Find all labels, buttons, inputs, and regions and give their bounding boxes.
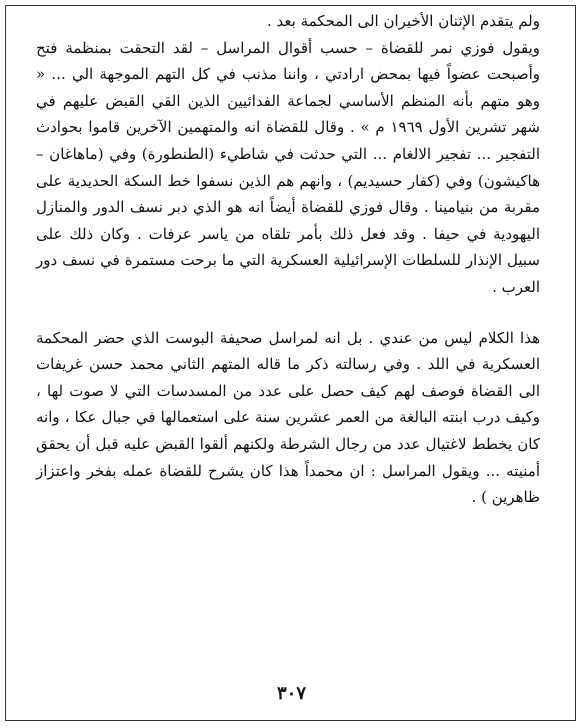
paragraph-1: ولم يتقدم الإثنان الأخيران الى المحكمة بعد . [267, 12, 540, 30]
page-number: ٣٠٧ [276, 683, 306, 704]
paragraph-2: ويقول فوزي نمر للقضاة – حسب أقوال المراسل – لقد التحقت بمنظمة فتح وأصبحت عضواً فيها بمحض ارادتي ، واننا مذنب في كل التهم الموجهة الي ... « وهو متهم بأنه المنظم الأساسي لجماعة الفدائيين الذين القي القبض عليهم في شهر تشرين الأول ١٩٦٩ م » . وقال للقضاة انه والمتهمين الآخرين قاموا بحوادث التفجير ... تفجير الالغام ... التي حدثت في شاطيء (الطنطورة) وفي (ماهاغان – هاكيشون) وفي (كفار حسيديم) ، وانهم هم الذين نسفوا خط السكة الحديدية على مقربة من بنيامينا . وقال فوزي للقضاة أيضاً انه هو الذي دبر نسف الدور والمنازل اليهودية في حيفا . وقد فعل ذلك بأمر تلقاه من ياسر عرفات . وكان ذلك على سبيل الإنذار للسلطات الإسرائيلية العسكرية التي ما برحت مستمرة في نسف دور العرب . [36, 38, 540, 296]
paragraph-3: هذا الكلام ليس من عندي . بل انه لمراسل صحيفة البوست الذي حضر المحكمة العسكرية في اللد . وفي رسالته ذكر ما قاله المتهم الثاني محمد حسن غريفات الى القضاة فوصف لهم كيف حصل على عدد من المسدسات التي لا صوت لها ، وكيف درب ابنته البالغة من العمر عشرين سنة على استعمالها في جبال عكا ، وانه كان يخطط لاغتيال عدد من رجال الشرطة ولكنهم ألقوا القبض عليه قبل أن يحقق أمنيته ... ويقول المراسل : ان محمداً هذا كان يشرح للقضاة عمله بفخر واعتزاز ظاهرين ) . [36, 328, 540, 507]
paragraph-gap [36, 301, 540, 325]
page-text-body [36, 8, 540, 511]
